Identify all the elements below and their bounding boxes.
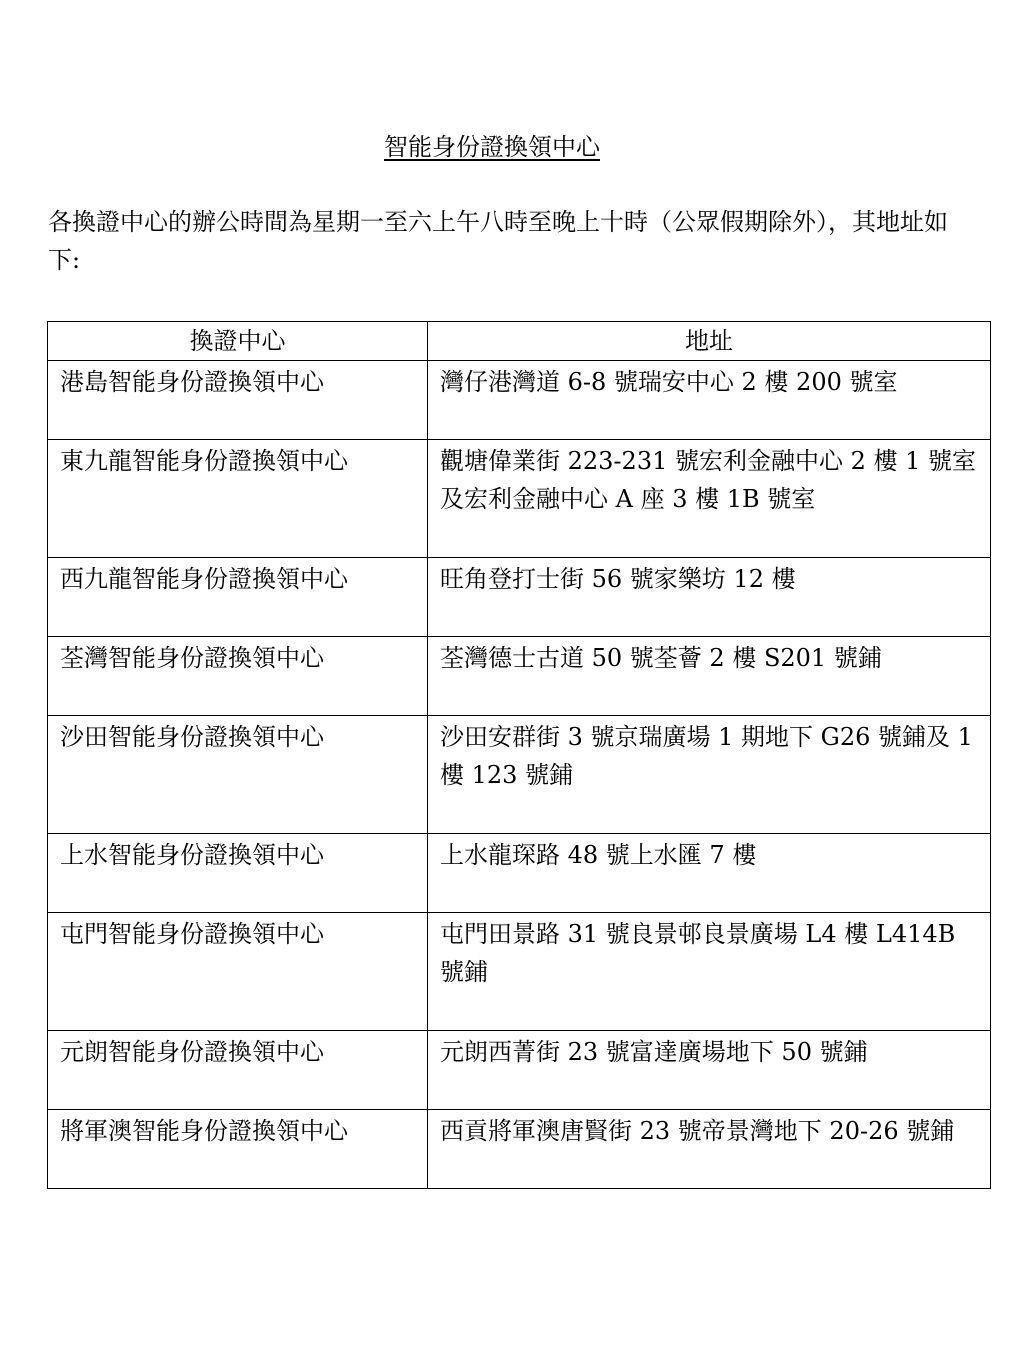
intro-paragraph: 各換證中心的辦公時間為星期一至六上午八時至晚上十時（公眾假期除外），其地址如下: <box>48 208 948 274</box>
centre-cell: 東九龍智能身份證換領中心 <box>48 440 428 558</box>
table-row <box>48 637 991 716</box>
centre-cell: 沙田智能身份證換領中心 <box>48 716 428 834</box>
header-centre: 換證中心 <box>48 322 428 361</box>
table-row <box>48 913 991 1031</box>
centres-table <box>47 321 991 1189</box>
table-row <box>48 716 991 834</box>
centre-cell: 屯門智能身份證換領中心 <box>48 913 428 1031</box>
address-cell: 沙田安群街 3 號京瑞廣場 1 期地下 G26 號鋪及 1 樓 123 號鋪 <box>428 716 991 834</box>
table-row <box>48 361 991 440</box>
address-cell: 屯門田景路 31 號良景邨良景廣場 L4 樓 L414B 號鋪 <box>428 913 991 1031</box>
address-cell: 灣仔港灣道 6-8 號瑞安中心 2 樓 200 號室 <box>428 361 991 440</box>
address-cell: 旺角登打士街 56 號家樂坊 12 樓 <box>428 558 991 637</box>
table-row <box>48 834 991 913</box>
centre-cell: 西九龍智能身份證換領中心 <box>48 558 428 637</box>
address-cell: 觀塘偉業街 223-231 號宏利金融中心 2 樓 1 號室及宏利金融中心 A 座 3 樓 1B 號室 <box>428 440 991 558</box>
centre-cell: 港島智能身份證換領中心 <box>48 361 428 440</box>
header-address: 地址 <box>428 322 991 361</box>
document-title-text: 智能身份證換領中心 <box>384 133 600 161</box>
table-row <box>48 440 991 558</box>
address-cell: 荃灣德士古道 50 號荃薈 2 樓 S201 號鋪 <box>428 637 991 716</box>
address-cell: 西貢將軍澳唐賢街 23 號帝景灣地下 20-26 號鋪 <box>428 1110 991 1189</box>
table-row <box>48 1110 991 1189</box>
centre-cell: 荃灣智能身份證換領中心 <box>48 637 428 716</box>
document-title <box>0 130 984 164</box>
address-cell: 元朗西菁街 23 號富達廣場地下 50 號鋪 <box>428 1031 991 1110</box>
table-header-row <box>48 322 991 361</box>
centre-cell: 上水智能身份證換領中心 <box>48 834 428 913</box>
centre-cell: 將軍澳智能身份證換領中心 <box>48 1110 428 1189</box>
address-cell: 上水龍琛路 48 號上水匯 7 樓 <box>428 834 991 913</box>
table-row <box>48 558 991 637</box>
centre-cell: 元朗智能身份證換領中心 <box>48 1031 428 1110</box>
table-row <box>48 1031 991 1110</box>
